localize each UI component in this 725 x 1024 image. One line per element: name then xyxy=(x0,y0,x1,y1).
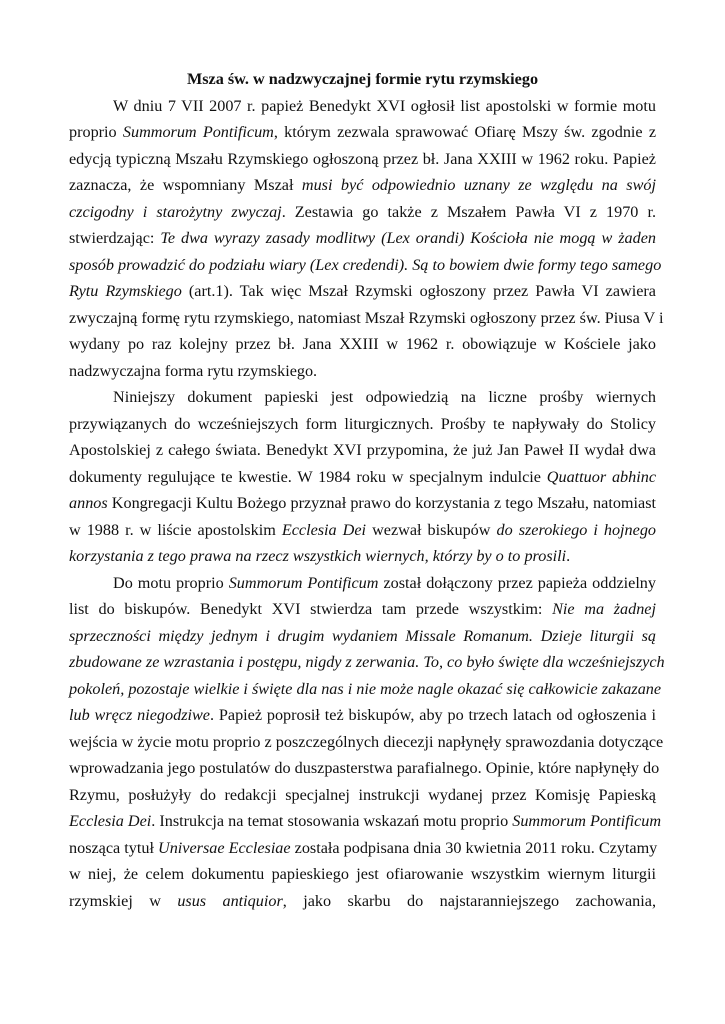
italic-text: zbudowane ze wzrastania i postępu, nigdy z zerwania. To, co było święte dla wcześniejszych xyxy=(69,653,665,671)
text-line xyxy=(69,888,656,915)
text-line xyxy=(69,331,656,358)
text-line xyxy=(69,411,656,438)
document-page xyxy=(69,66,665,914)
italic-text: Ecclesia Dei xyxy=(281,520,367,539)
italic-text: annos xyxy=(69,494,108,512)
text-segment: Do motu proprio xyxy=(113,573,229,592)
text-segment: Apostolskiej z całego świata. Benedykt XVI przypomina, że już Jan Paweł II wydał dwa xyxy=(69,441,656,459)
italic-text: do szerokiego i hojnego xyxy=(496,520,657,539)
text-line xyxy=(69,702,656,729)
text-segment: edycją typiczną Mszału Rzymskiego ogłoszoną przez bł. Jana XXIII w 1962 roku. Papież xyxy=(69,149,656,168)
text-segment: Rzymu, posłużyły do redakcji specjalnej instrukcji wydanej przez Komisję Papieską xyxy=(69,785,656,804)
text-line xyxy=(69,517,656,544)
text-segment: wydany po raz kolejny przez bł. Jana XXIII w 1962 r. obowiązuje w Kościele jako xyxy=(69,335,656,353)
italic-text: pokoleń, pozostaje wielkie i święte dla nas i nie może nagle okazać się całkowicie zakazane xyxy=(69,679,662,698)
text-line xyxy=(69,490,656,517)
italic-text: Summorum Pontificum xyxy=(122,123,274,141)
text-line xyxy=(69,596,656,623)
text-line xyxy=(69,278,656,305)
text-segment: , którym zezwala sprawować Ofiarę Mszy św. zgodnie z xyxy=(273,123,657,141)
text-segment: stwierdzając: xyxy=(69,229,161,247)
text-line xyxy=(69,93,656,120)
text-segment: W dniu 7 VII 2007 r. papież Benedykt XVI ogłosił list apostolski w formie motu xyxy=(113,96,656,115)
text-line xyxy=(69,305,664,332)
text-segment: przywiązanych do wcześniejszych form liturgicznych. Prośby te napływały do Stolicy xyxy=(69,414,656,433)
text-line xyxy=(69,782,656,809)
text-segment: proprio xyxy=(69,123,123,141)
italic-text: lub wręcz niegodziwe xyxy=(69,706,210,724)
italic-text: Nie ma żadnej xyxy=(552,600,656,618)
text-segment: wezwał biskupów xyxy=(366,520,497,539)
document-body xyxy=(69,93,665,915)
text-line xyxy=(69,543,656,570)
text-line xyxy=(69,199,656,226)
text-line xyxy=(69,623,656,650)
italic-text: Ecclesia Dei xyxy=(69,812,152,830)
text-line xyxy=(69,464,656,491)
italic-text: musi być odpowiednio uznany ze względu na swój xyxy=(301,176,656,194)
text-segment: Niniejszy dokument papieski jest odpowiedzią na liczne prośby wiernych xyxy=(113,388,656,406)
text-segment: zwyczajną formę rytu rzymskiego, natomiast Mszał Rzymski ogłoszony przez św. Piusa V i xyxy=(69,308,664,327)
text-line xyxy=(69,146,656,173)
text-line xyxy=(69,861,656,888)
text-segment: nosząca tytuł xyxy=(69,838,158,857)
italic-text: sprzeczności między jednym i drugim wydaniem Missale Romanum. Dzieje liturgii są xyxy=(69,626,656,645)
italic-text: czcigodny i starożytny zwyczaj xyxy=(69,202,282,221)
text-line xyxy=(69,755,660,782)
text-line xyxy=(69,225,656,252)
text-line xyxy=(69,676,662,703)
text-line xyxy=(69,649,665,676)
text-segment: została podpisana dnia 30 kwietnia 2011 roku. Czytamy xyxy=(290,838,658,857)
text-segment: (art.1). Tak więc Mszał Rzymski ogłoszony przez Pawła VI zawiera xyxy=(181,282,656,300)
text-segment: . Papież poprosił też biskupów, aby po trzech latach od ogłoszenia i xyxy=(209,706,656,724)
italic-text: sposób prowadzić do podziału wiary (Lex credendi). Są to bowiem dwie formy tego samego xyxy=(69,255,662,274)
text-segment: , jako skarbu do najstaranniejszego zachowania, xyxy=(282,891,656,910)
text-line xyxy=(69,729,664,756)
document-title: Msza św. w nadzwyczajnej formie rytu rzymskiego xyxy=(186,70,539,88)
text-segment: nadzwyczajna forma rytu rzymskiego. xyxy=(69,361,318,380)
italic-text: korzystania z tego prawa na rzecz wszystkich wiernych, którzy by o to prosili xyxy=(69,547,567,565)
text-line xyxy=(69,808,662,835)
text-line xyxy=(69,835,656,862)
text-line xyxy=(69,358,656,385)
italic-text: Te dwa wyrazy zasady modlitwy (Lex orandi) Kościoła nie mogą w żaden xyxy=(160,229,656,247)
text-segment: został dołączony przez papieża oddzielny xyxy=(378,573,656,592)
italic-text: Rytu Rzymskiego xyxy=(69,282,182,300)
italic-text: Universae Ecclesiae xyxy=(158,838,291,857)
text-line xyxy=(69,172,656,199)
text-segment: . xyxy=(566,547,571,565)
text-line xyxy=(69,437,656,464)
text-line xyxy=(69,252,662,279)
text-segment: list do biskupów. Benedykt XVI stwierdza tam przede wszystkim: xyxy=(69,600,553,618)
text-line xyxy=(69,119,656,146)
text-segment: w 1988 r. w liście apostolskim xyxy=(69,520,282,539)
italic-text: usus antiquior xyxy=(177,891,283,910)
text-segment: dokumenty regulujące te kwestie. W 1984 roku w specjalnym indulcie xyxy=(69,467,547,486)
italic-text: Summorum Pontificum xyxy=(228,573,379,592)
text-segment: wejścia w życie motu proprio z poszczególnych diecezji napłynęły sprawozdania dotyczące xyxy=(69,732,664,751)
text-segment: Kongregacji Kultu Bożego przyznał prawo do korzystania z tego Mszału, natomiast xyxy=(107,494,656,512)
text-line xyxy=(69,570,656,597)
text-line xyxy=(69,384,656,411)
text-segment: wprowadzania jego postulatów do duszpasterstwa parafialnego. Opinie, które napłynęły do xyxy=(69,759,660,777)
text-segment: rzymskiej w xyxy=(69,891,178,910)
italic-text: Summorum Pontificum xyxy=(512,812,662,830)
text-segment: w niej, że celem dokumentu papieskiego jest ofiarowanie wszystkim wiernym liturgii xyxy=(69,865,656,883)
text-segment: . Instrukcja na temat stosowania wskazań motu proprio xyxy=(151,812,513,830)
italic-text: Quattuor abhinc xyxy=(546,467,657,486)
text-segment: zaznacza, że wspomniany Mszał xyxy=(69,176,302,194)
text-segment: . Zestawia go także z Mszałem Pawła VI z 1970 r. xyxy=(281,202,656,221)
